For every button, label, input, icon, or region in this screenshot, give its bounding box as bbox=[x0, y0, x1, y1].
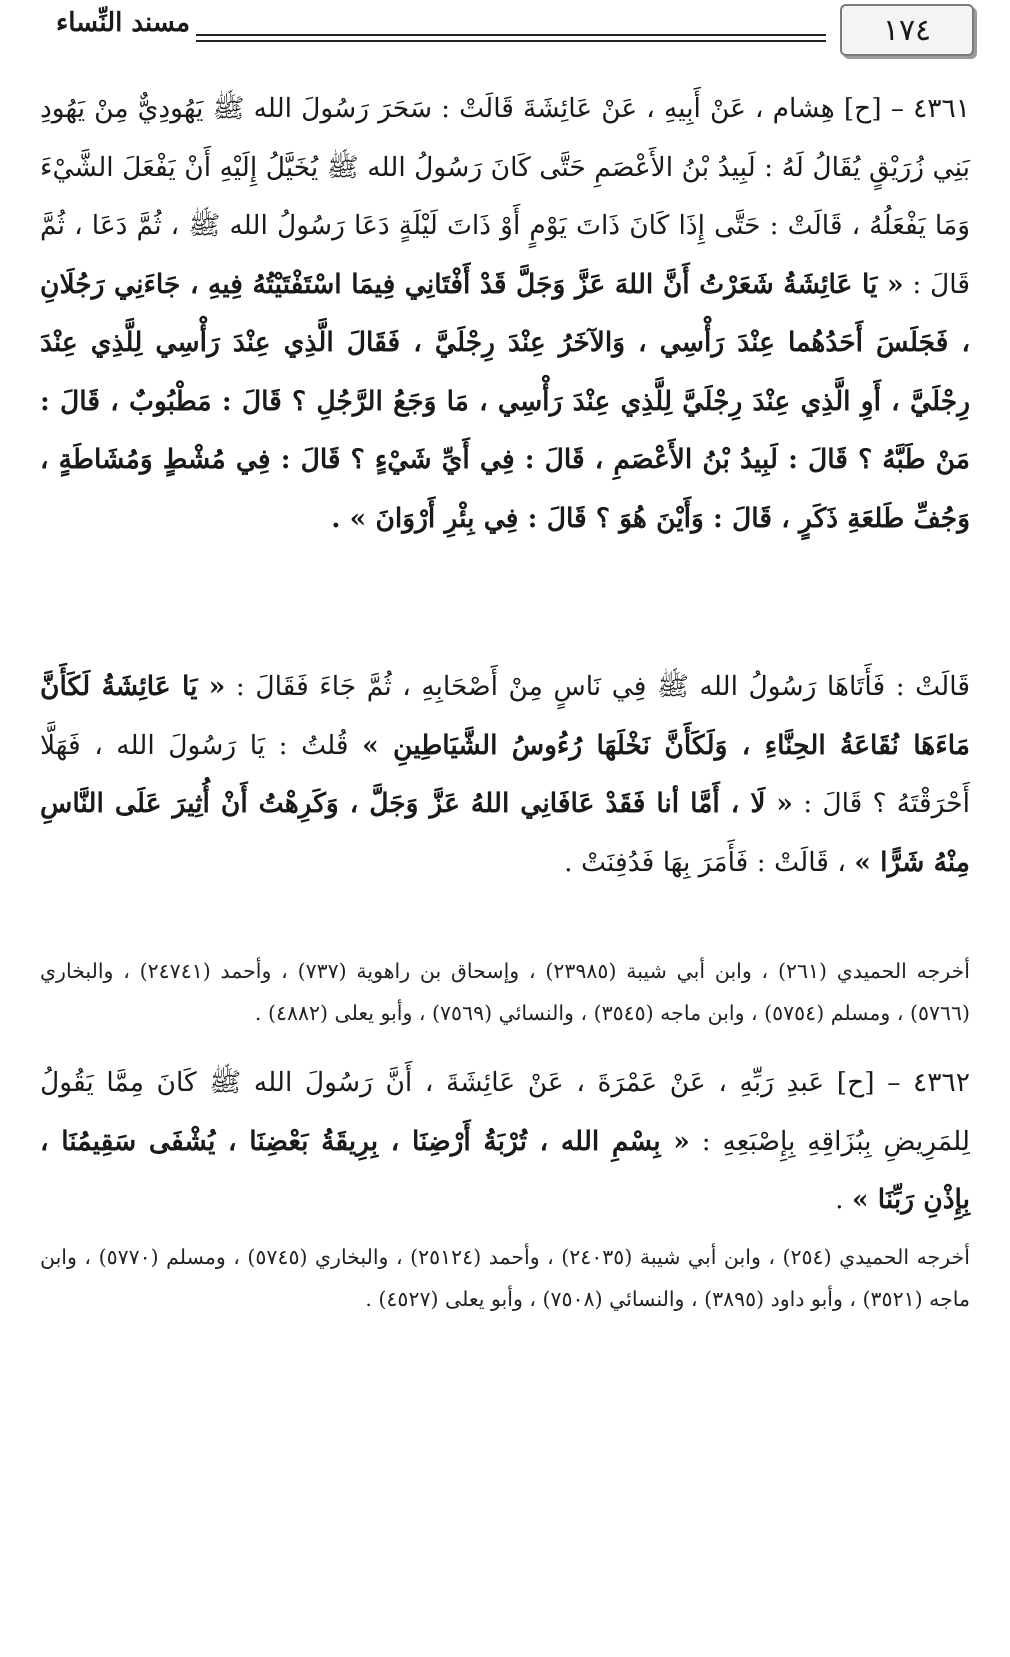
hadith-narration: [ح] عَبدِ رَبِّهِ ، عَنْ عَمْرَةَ ، عَنْ عَائِشَةَ ، أَنَّ رَسُولَ الله ﷺ كَانَ مِمَّا يَقُولُ لِلمَرِيضِ بِبُزَاقِهِ بِإِصْبَعِهِ : bbox=[40, 1067, 970, 1157]
hadith-4361-text bbox=[40, 80, 970, 650]
hadith-4362-text bbox=[40, 1054, 970, 1230]
continuation-quote: « يَا عَائِشَةُ لَكَأَنَّ مَاءَهَا نُقَاعَةُ الحِنَّاءِ ، وَلَكَأَنَّ نَخْلَهَا رُءُوسُ الشَّيَاطِينِ » bbox=[40, 671, 970, 761]
hadith-number: ٤٣٦٢ – bbox=[887, 1067, 970, 1098]
hadith-4361-reference: أخرجه الحميدي (٢٦١) ، وابن أبي شيبة (٢٣٩٨٥) ، وإسحاق بن راهوية (٧٣٧) ، وأحمد (٢٤٧٤١) ، والبخاري (٥٧٦٦) ، ومسلم (٥٧٥٤) ، وابن ماجه (٣٥٤٥) ، والنسائي (٧٥٦٩) ، وأبو يعلى (٤٨٨٢) . bbox=[40, 959, 970, 1025]
page-number: ١٧٤ bbox=[840, 4, 974, 56]
continuation-middle: قُلتُ : يَا رَسُولَ الله ، فَهَلَّا أَحْرَقْتَهُ ؟ قَالَ : bbox=[40, 729, 970, 819]
hadith-narration: [ح] هِشام ، عَنْ أَبِيهِ ، عَنْ عَائِشَةَ قَالَتْ : سَحَرَ رَسُولَ الله ﷺ يَهُودِيٌّ مِنْ يَهُودِ بَنِي زُرَيْقٍ يُقَالُ لَهُ : لَبِيدُ بْنُ الأَعْصَمِ حَتَّى كَانَ رَسُولُ الله ﷺ يُخَيَّلُ إِلَيْهِ أَنْ يَفْعَلَ الشَّيْءَ وَمَا يَفْعَلُهُ ، قَالَتْ : حَتَّى إِذَا كَانَ ذَاتَ يَوْمٍ أَوْ ذَاتَ لَيْلَةٍ دَعَا رَسُولُ الله ﷺ ، ثُمَّ دَعَا ، ثُمَّ قَالَ : bbox=[40, 93, 970, 300]
page-header bbox=[0, 0, 1010, 70]
header-rule bbox=[196, 34, 826, 36]
page-content bbox=[40, 80, 970, 1320]
continuation-quote-2: « لَا ، أَمَّا أنا فَقَدْ عَافَانِي اللهُ عَزَّ وَجَلَّ ، وَكَرِهْتُ أَنْ أُثِيرَ عَلَى النَّاسِ مِنْهُ شَرًّا » bbox=[40, 788, 970, 878]
hadith-quote: « يَا عَائِشَةُ شَعَرْتُ أَنَّ اللهَ عَزَّ وَجَلَّ قَدْ أَفْتَانِي فِيمَا اسْتَفْتَيْتُهُ فِيهِ ، جَاءَنِي رَجُلَانِ ، فَجَلَسَ أَحَدُهُما عِنْدَ رَأْسِي ، وَالآخَرُ عِنْدَ رِجْلَيَّ ، فَقَالَ الَّذِي عِنْدَ رَأْسِي لِلَّذِي عِنْدَ رِجْلَيَّ ، أَوِ الَّذِي عِنْدَ رِجْلَيَّ لِلَّذِي عِنْدَ رَأْسِي ، مَا وَجَعُ الرَّجُلِ ؟ قَالَ : مَطْبُوبٌ ، قَالَ : مَنْ طَبَّهُ ؟ قَالَ : لَبِيدُ بْنُ الأَعْصَمِ ، قَالَ : فِي أَيِّ شَيْءٍ ؟ قَالَ : فِي مُشْطٍ وَمُشَاطَةٍ ، وَجُفِّ طَلعَةِ ذَكَرٍ ، قَالَ : وَأَيْنَ هُوَ ؟ قَالَ : فِي بِئْرِ أَرْوَانَ » . bbox=[40, 268, 970, 534]
hadith-4361-continuation bbox=[40, 658, 970, 944]
header-rule bbox=[196, 40, 826, 42]
continuation-end: ، قَالَتْ : فَأَمَرَ بِهَا فَدُفِنَتْ . bbox=[564, 846, 846, 878]
book-title: مسند النِّساء bbox=[56, 8, 190, 38]
hadith-number: ٤٣٦١ – bbox=[890, 93, 970, 124]
hadith-4362-reference: أخرجه الحميدي (٢٥٤) ، وابن أبي شيبة (٢٤٠٣٥) ، وأحمد (٢٥١٢٤) ، والبخاري (٥٧٤٥) ، ومسلم (٥٧٧٠) ، وابن ماجه (٣٥٢١) ، وأبو داود (٣٨٩٥) ، والنسائي (٧٥٠٨) ، وأبو يعلى (٤٥٢٧) . bbox=[40, 1245, 970, 1311]
continuation-intro: قَالَتْ : فَأَتَاهَا رَسُولُ الله ﷺ فِي نَاسٍ مِنْ أَصْحَابِهِ ، ثُمَّ جَاءَ فَقَالَ : bbox=[235, 671, 970, 702]
hadith-end: . bbox=[835, 1184, 844, 1215]
hadith-quote: « بِسْمِ الله ، تُرْبَةُ أَرْضِنَا ، بِرِيقَةُ بَعْضِنَا ، يُشْفَى سَقِيمُنَا ، بِإِذْنِ رَبِّنَا » bbox=[40, 1125, 970, 1215]
